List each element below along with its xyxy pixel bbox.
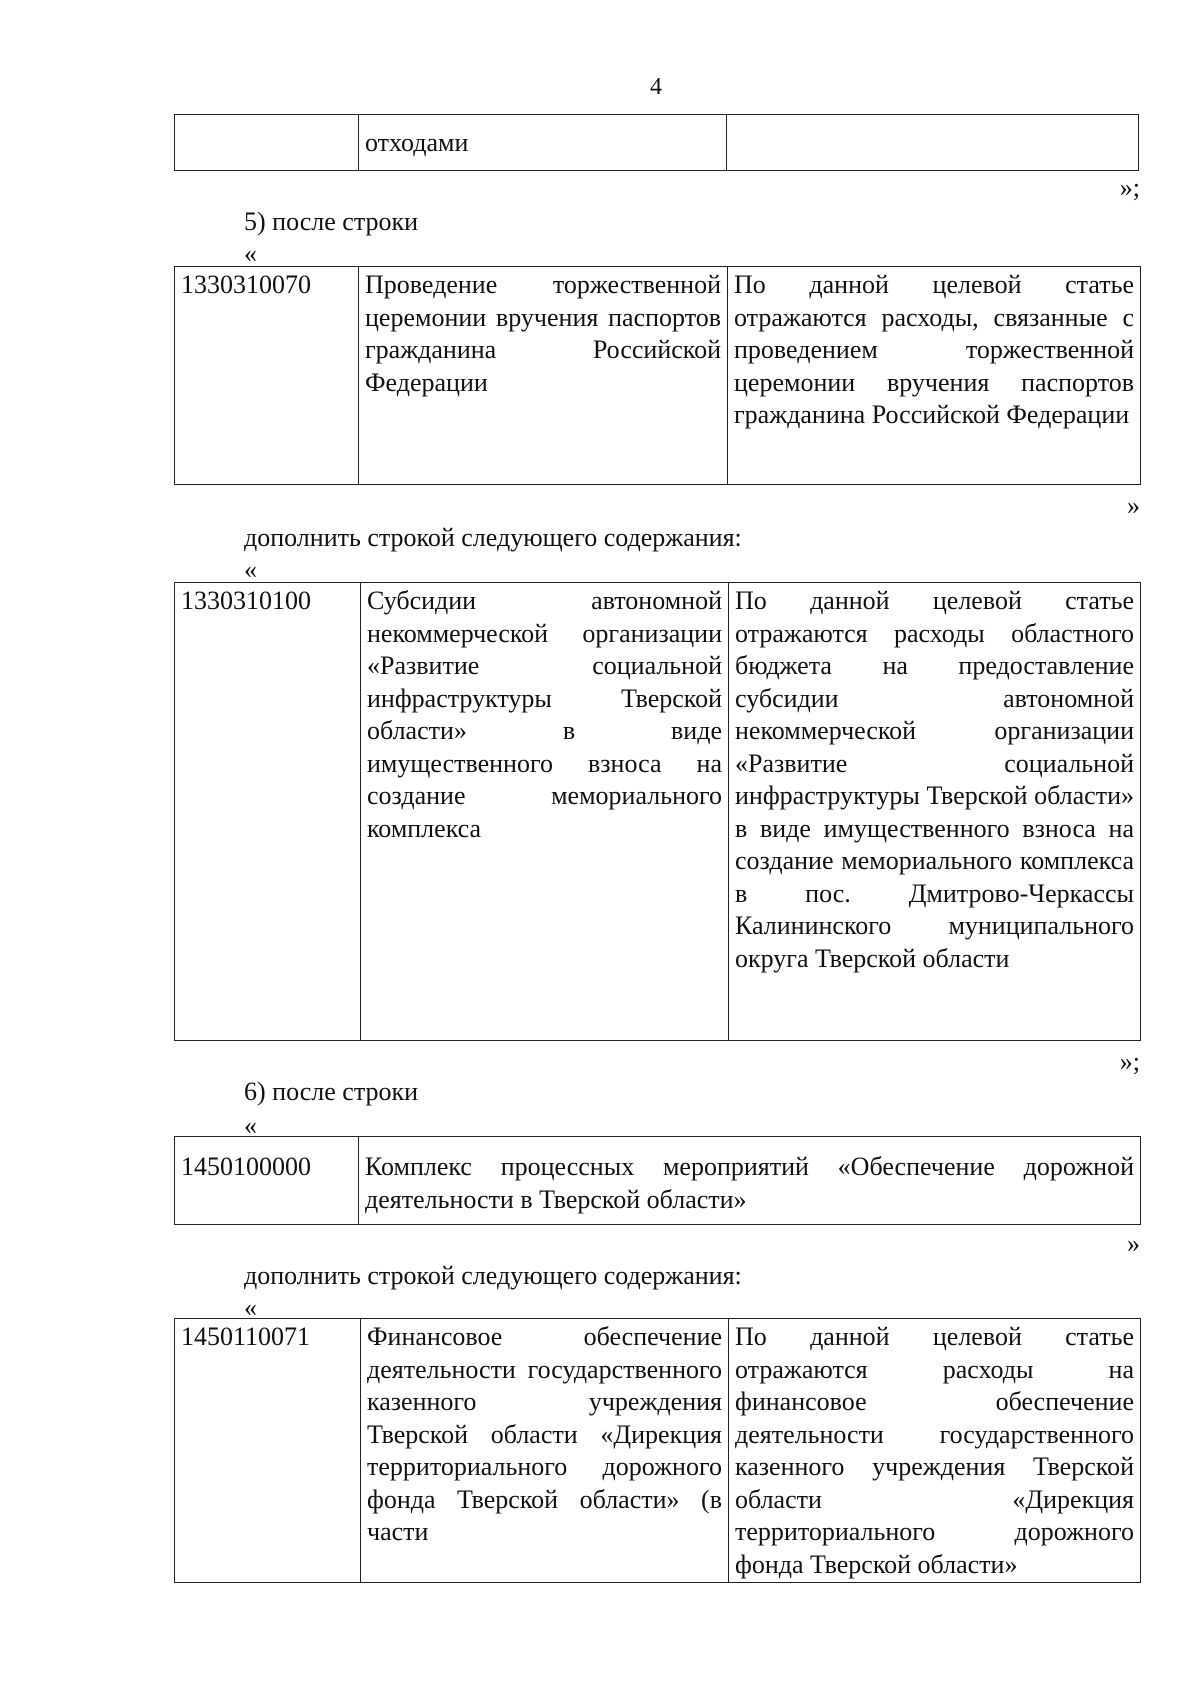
name-cell: Проведение торжественной церемонии вручения паспортов гражданина Российской Федерации [359,267,728,485]
closing-quote: » [1127,491,1140,520]
table-row [175,1319,1141,1583]
closing-quote: »; [1119,1047,1140,1076]
table-new-row-6 [174,1318,1141,1583]
code-cell: 1450100000 [175,1137,359,1225]
name-cell: Комплекс процессных мероприятий «Обеспечение дорожной деятельности в Тверской области» [359,1137,1141,1225]
closing-quote: » [1127,1229,1140,1258]
name-cell: Субсидии автономной некоммерческой организации «Развитие социальной инфраструктуры Тверской области» в виде имущественного взноса на создание мемориального комплекса [361,583,729,1041]
table-row [175,115,1139,171]
table-new-row-5 [174,582,1141,1041]
closing-quote: »; [1119,173,1140,202]
supplement-text: дополнить строкой следующего содержания: [244,1261,742,1290]
name-cell: Финансовое обеспечение деятельности государственного казенного учреждения Тверской области «Дирекция территориального дорожного фонда Тверской области» (в части [361,1319,729,1583]
code-cell [175,115,359,171]
opening-quote: « [244,1111,257,1140]
code-cell: 1330310100 [175,583,361,1041]
table-row [175,1137,1141,1225]
code-cell: 1450110071 [175,1319,361,1583]
supplement-text: дополнить строкой следующего содержания: [244,523,742,552]
table-continuation [174,114,1139,171]
name-cell: отходами [359,115,727,171]
table-existing-row-6 [174,1136,1141,1225]
description-cell: По данной целевой статье отражаются расходы, связанные с проведением торжественной церемонии вручения паспортов гражданина Российской Федерации [728,267,1141,485]
page-number: 4 [650,74,662,100]
description-cell [727,115,1139,171]
table-row [175,267,1141,485]
description-cell: По данной целевой статье отражаются расходы областного бюджета на предоставление субсидии автономной некоммерческой организации «Развитие социальной инфраструктуры Тверской области» в виде имущественного взноса на создание мемориального комплекса в пос. Дмитрово-Черкассы Калининского муниципального округа Тверской области [729,583,1141,1041]
description-cell: По данной целевой статье отражаются расходы на финансовое обеспечение деятельности государственного казенного учреждения Тверской области «Дирекция территориального дорожного фонда Тверской области» [729,1319,1141,1583]
section-6-heading: 6) после строки [244,1077,419,1106]
table-row [175,583,1141,1041]
opening-quote: « [244,239,257,268]
section-5-heading: 5) после строки [244,207,419,236]
table-existing-row-5 [174,266,1141,485]
opening-quote: « [244,555,257,584]
opening-quote: « [244,1293,257,1322]
code-cell: 1330310070 [175,267,359,485]
